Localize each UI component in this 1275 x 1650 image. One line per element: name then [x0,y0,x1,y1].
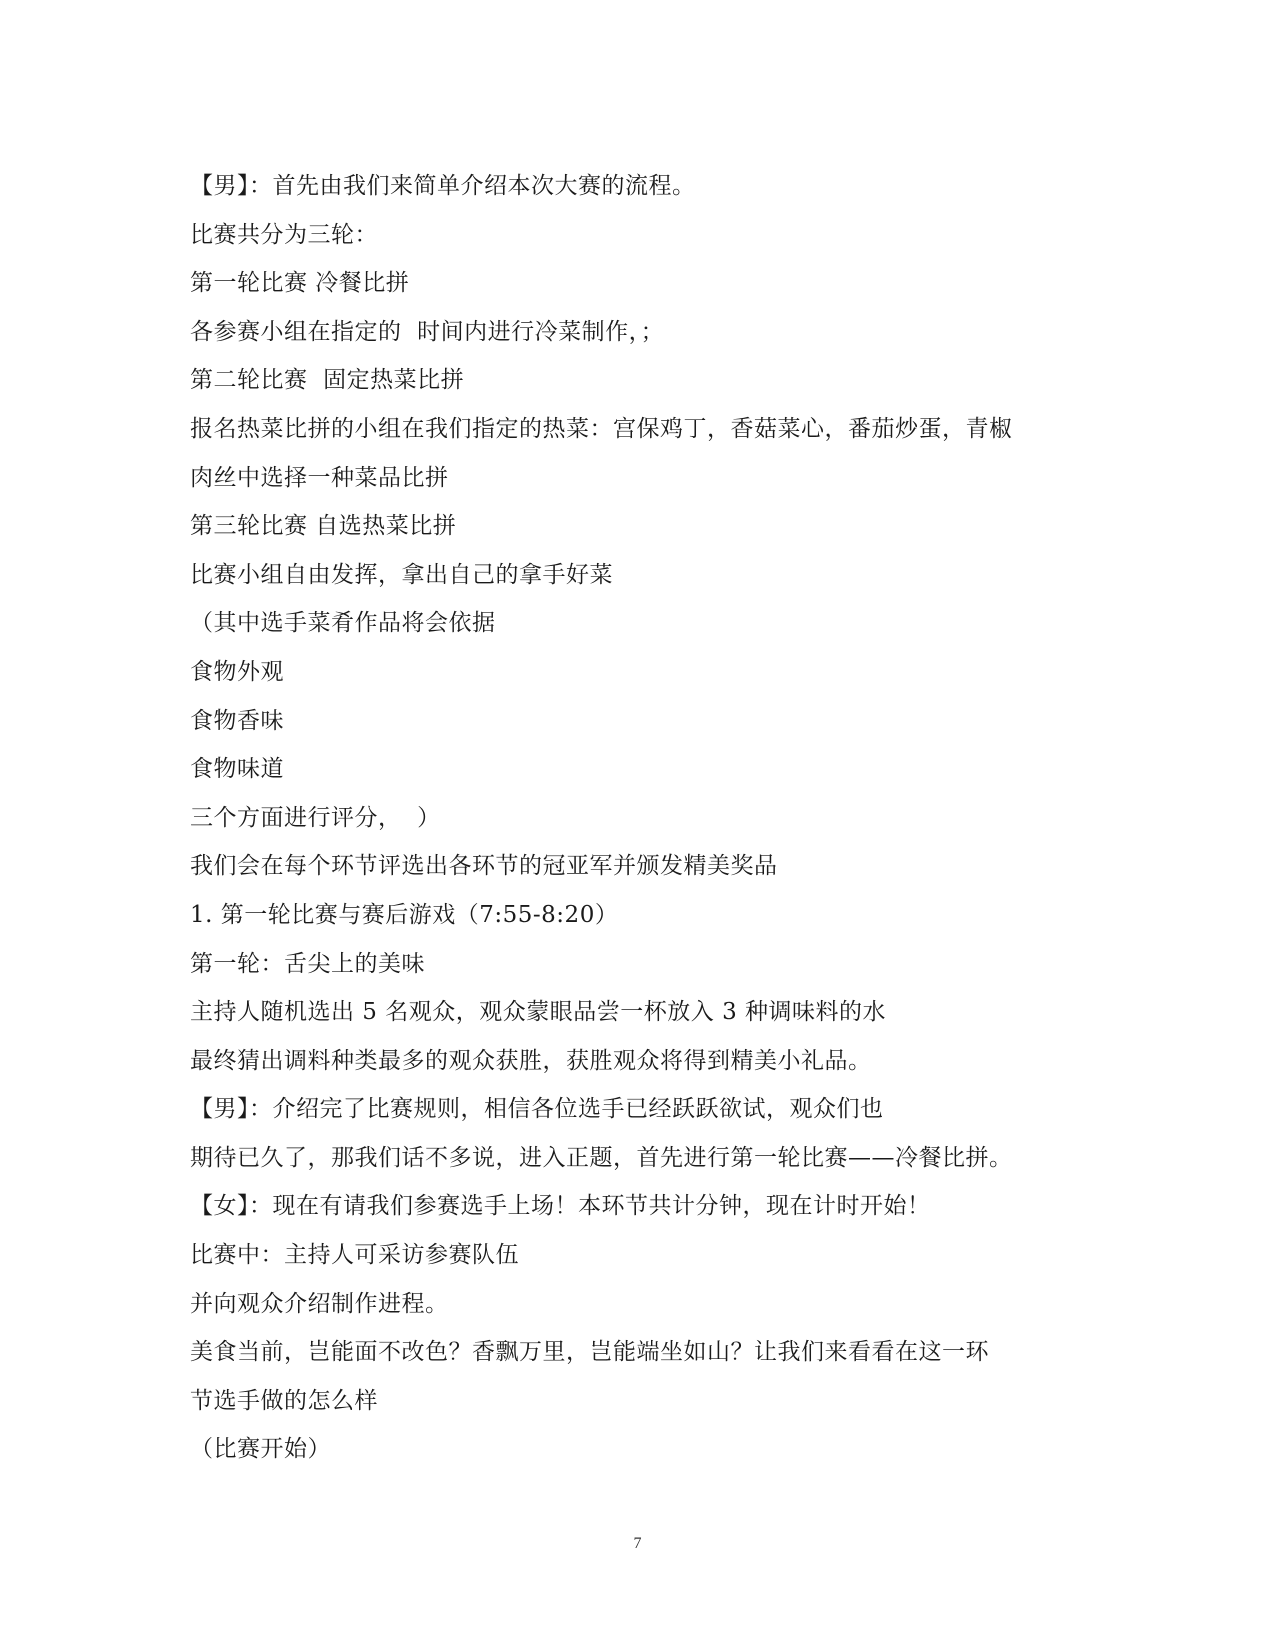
text-line: 1. 第一轮比赛与赛后游戏（7:55-8:20） [190,901,619,928]
page-number: 7 [633,1535,642,1552]
text-line: 并向观众介绍制作进程。 [190,1290,449,1317]
text-line: 食物味道 [190,756,284,783]
text-line: 肉丝中选择一种菜品比拼 [190,464,449,491]
text-line: 三个方面进行评分， ） [190,804,441,831]
text-line: 各参赛小组在指定的 时间内进行冷菜制作，； [190,318,665,345]
text-line: 第一轮比赛 冷餐比拼 [190,270,410,297]
text-line: 报名热菜比拼的小组在我们指定的热菜：宫保鸡丁，香菇菜心，番茄炒蛋，青椒 [190,415,1013,442]
text-line: 第一轮：舌尖上的美味 [190,950,425,977]
text-line: 美食当前，岂能面不改色？香飘万里，岂能端坐如山？让我们来看看在这一环 [190,1339,989,1366]
text-line: 【男】：介绍完了比赛规则，相信各位选手已经跃跃欲试，观众们也 [190,1096,884,1123]
text-line: （其中选手菜肴作品将会依据 [190,610,496,637]
text-line: 食物外观 [190,658,284,685]
text-line: 最终猜出调料种类最多的观众获胜，获胜观众将得到精美小礼品。 [190,1047,872,1074]
text-line: 期待已久了，那我们话不多说，进入正题，首先进行第一轮比赛——冷餐比拼。 [190,1144,1013,1171]
text-line: 比赛中：主持人可采访参赛队伍 [190,1242,519,1269]
text-line: （比赛开始） [190,1436,331,1463]
text-line: 【女】：现在有请我们参赛选手上场！本环节共计分钟，现在计时开始！ [190,1193,931,1220]
document-body [190,162,1070,1474]
text-line: 我们会在每个环节评选出各环节的冠亚军并颁发精美奖品 [190,853,778,880]
text-line: 节选手做的怎么样 [190,1387,378,1414]
text-line: 第三轮比赛 自选热菜比拼 [190,513,457,540]
text-line: 主持人随机选出 5 名观众，观众蒙眼品尝一杯放入 3 种调味料的水 [190,999,887,1026]
text-line: 第二轮比赛 固定热菜比拼 [190,367,465,394]
text-line: 食物香味 [190,707,284,734]
text-line: 【男】：首先由我们来简单介绍本次大赛的流程。 [190,173,696,199]
text-line: 比赛小组自由发挥，拿出自己的拿手好菜 [190,561,613,588]
text-line: 比赛共分为三轮： [190,221,378,248]
